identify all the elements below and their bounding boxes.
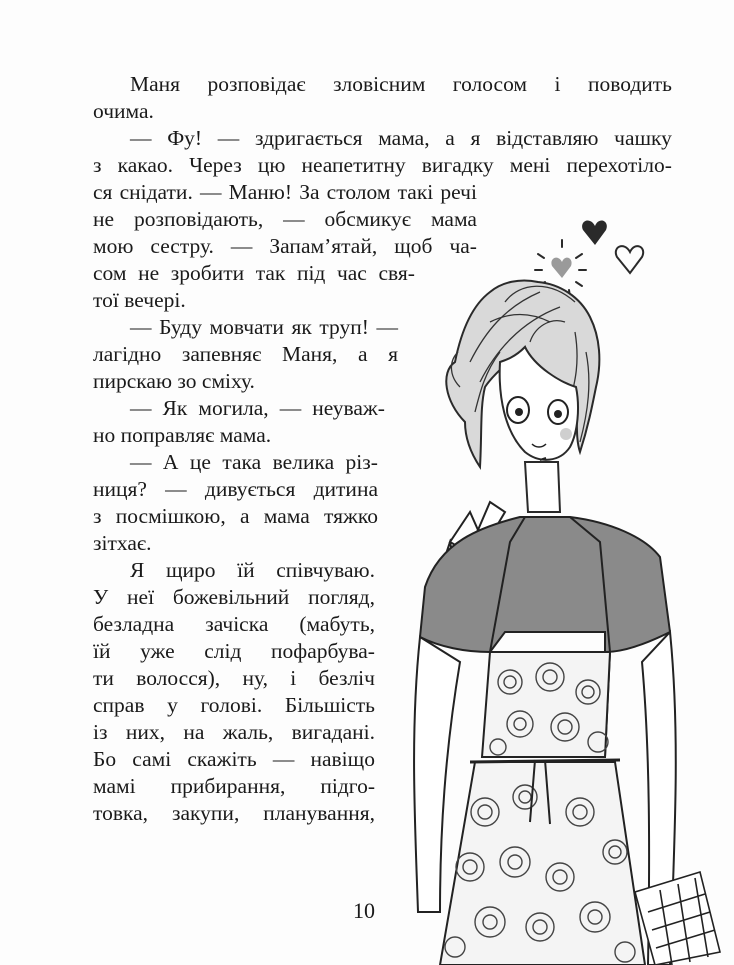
word: навіщо <box>310 747 375 771</box>
word: під <box>296 261 326 285</box>
word: — <box>272 747 295 771</box>
word: снідати. <box>119 180 193 204</box>
word: на <box>183 720 205 744</box>
word: мама. <box>219 423 272 447</box>
word: вечері. <box>124 288 186 312</box>
word: і <box>290 666 297 690</box>
word: сміху. <box>201 369 255 393</box>
word: тяжко <box>324 504 378 528</box>
word: такі <box>397 180 434 204</box>
word: Як <box>162 396 188 420</box>
word: Я <box>130 558 145 582</box>
word: мама, <box>378 126 430 150</box>
text-line <box>93 287 195 314</box>
word: мовчати <box>209 315 284 339</box>
word: — <box>376 315 398 339</box>
text-line <box>130 314 398 341</box>
word: закупи, <box>172 801 240 825</box>
word: них, <box>125 720 165 744</box>
text-line <box>93 584 375 611</box>
word: із <box>93 720 108 744</box>
word: я <box>470 126 481 150</box>
word: не <box>93 207 115 231</box>
word: — <box>130 396 152 420</box>
word: — <box>165 477 187 501</box>
word: У <box>93 585 109 609</box>
word: розповідають, <box>133 207 264 231</box>
word: велика <box>272 450 335 474</box>
word: щиро <box>165 558 216 582</box>
text-line <box>93 260 415 287</box>
word: Більшість <box>284 693 375 717</box>
word: божевільний <box>172 585 290 609</box>
word: какао. <box>117 153 174 177</box>
word: речі <box>440 180 477 204</box>
word: неуваж- <box>312 396 385 420</box>
word: а <box>239 504 250 528</box>
word: з <box>93 504 102 528</box>
word: я <box>388 342 398 366</box>
word: но <box>93 423 116 447</box>
word: — <box>279 396 302 420</box>
word: скажіть <box>187 747 257 771</box>
word: мама <box>430 207 477 231</box>
word: у <box>167 693 178 717</box>
word: неапетитну <box>301 153 406 177</box>
word: як <box>291 315 312 339</box>
word: А <box>162 450 179 474</box>
word: могила, <box>198 396 269 420</box>
word: запевняє <box>181 342 262 366</box>
word: планування, <box>263 801 375 825</box>
text-line <box>93 530 160 557</box>
word: Через <box>189 153 242 177</box>
word: щоб <box>394 234 433 258</box>
word: так <box>255 261 286 285</box>
word: їй <box>237 558 255 582</box>
word: сом <box>93 261 127 285</box>
word: — <box>199 180 222 204</box>
word: ча- <box>449 234 477 258</box>
word: справ <box>93 693 145 717</box>
word: Бо <box>93 747 117 771</box>
word: така <box>222 450 262 474</box>
word: і <box>554 72 561 96</box>
text-line <box>93 179 477 206</box>
word: зловісним <box>333 72 426 96</box>
text-line <box>130 557 375 584</box>
word: пирскаю <box>93 369 173 393</box>
word: мені <box>509 153 551 177</box>
text-line <box>93 98 160 125</box>
heart-icon <box>616 246 643 273</box>
word: підго- <box>320 774 375 798</box>
word: Буду <box>159 315 202 339</box>
word: мою <box>93 234 134 258</box>
page-number: 10 <box>353 898 375 923</box>
word: уже <box>140 639 175 663</box>
word: обсмикує <box>324 207 412 231</box>
word: цю <box>257 153 286 177</box>
word: — <box>130 450 152 474</box>
word: відставляю <box>496 126 599 150</box>
word: прибирання, <box>170 774 286 798</box>
text-line <box>130 395 385 422</box>
word: Маня, <box>281 342 338 366</box>
word: час <box>336 261 367 285</box>
word: зробити <box>170 261 245 285</box>
word: труп! <box>319 315 369 339</box>
word: мама <box>263 504 310 528</box>
text-line <box>130 449 378 476</box>
word: — <box>130 126 152 150</box>
word: а <box>357 342 368 366</box>
text-line <box>93 638 375 665</box>
word: товка, <box>93 801 149 825</box>
text-line <box>93 746 375 773</box>
word: голові. <box>200 693 263 717</box>
word: безліч <box>318 666 375 690</box>
word: жаль, <box>222 720 274 744</box>
word: це <box>189 450 211 474</box>
word: неї <box>127 585 155 609</box>
word: їй <box>93 639 111 663</box>
word: пофарбува- <box>271 639 375 663</box>
text-line <box>93 611 375 638</box>
word: розповідає <box>207 72 306 96</box>
text-line <box>93 773 375 800</box>
word: дивується <box>204 477 296 501</box>
text-line <box>130 125 672 152</box>
word: — <box>230 234 253 258</box>
text-line <box>93 692 375 719</box>
word: столом <box>326 180 391 204</box>
word: голосом <box>452 72 528 96</box>
word: — <box>283 207 305 231</box>
word: зачіска <box>205 612 269 636</box>
word: ниця? <box>93 477 147 501</box>
word: з <box>93 153 102 177</box>
word: ну, <box>242 666 268 690</box>
word: волосся), <box>136 666 221 690</box>
text-line <box>93 152 672 179</box>
text-line <box>93 476 378 503</box>
word: — <box>217 126 240 150</box>
word: Маня <box>130 72 181 96</box>
word: сестру. <box>150 234 214 258</box>
text-line <box>93 800 375 827</box>
word: не <box>138 261 160 285</box>
word: здригається <box>254 126 363 150</box>
word: мамі <box>93 774 136 798</box>
word: а <box>445 126 455 150</box>
text-line <box>93 665 375 692</box>
word: самі <box>132 747 172 771</box>
word: лагідно <box>93 342 162 366</box>
word: погляд, <box>308 585 375 609</box>
word: очима. <box>93 99 154 123</box>
word: слід <box>204 639 242 663</box>
word: перехотіло- <box>566 153 672 177</box>
text-line <box>130 71 672 98</box>
word: Фу! <box>167 126 203 150</box>
word: — <box>130 315 152 339</box>
text-line <box>93 719 375 746</box>
word: вигадку <box>421 153 494 177</box>
heart-icon <box>582 220 607 245</box>
word: зо <box>177 369 197 393</box>
word: тої <box>93 288 119 312</box>
heart-icon <box>551 258 571 278</box>
word: Запам’ятай, <box>269 234 378 258</box>
word: ти <box>93 666 114 690</box>
word: посмішкою, <box>115 504 226 528</box>
word: зітхає. <box>93 531 152 555</box>
word: поправляє <box>120 423 215 447</box>
word: (мабуть, <box>299 612 375 636</box>
word: дитина <box>313 477 378 501</box>
word: чашку <box>614 126 672 150</box>
word: різ- <box>345 450 378 474</box>
text-line <box>93 422 315 449</box>
text-line <box>93 341 398 368</box>
woman-in-apron-illustration <box>410 212 734 965</box>
word: ся <box>93 180 113 204</box>
word: безладна <box>93 612 175 636</box>
word: Маню! <box>228 180 293 204</box>
word: За <box>299 180 320 204</box>
word: свя- <box>378 261 415 285</box>
word: співчуваю. <box>276 558 375 582</box>
text-line <box>93 368 255 395</box>
word: вигадані. <box>291 720 375 744</box>
word: поводить <box>587 72 672 96</box>
text-line <box>93 503 378 530</box>
